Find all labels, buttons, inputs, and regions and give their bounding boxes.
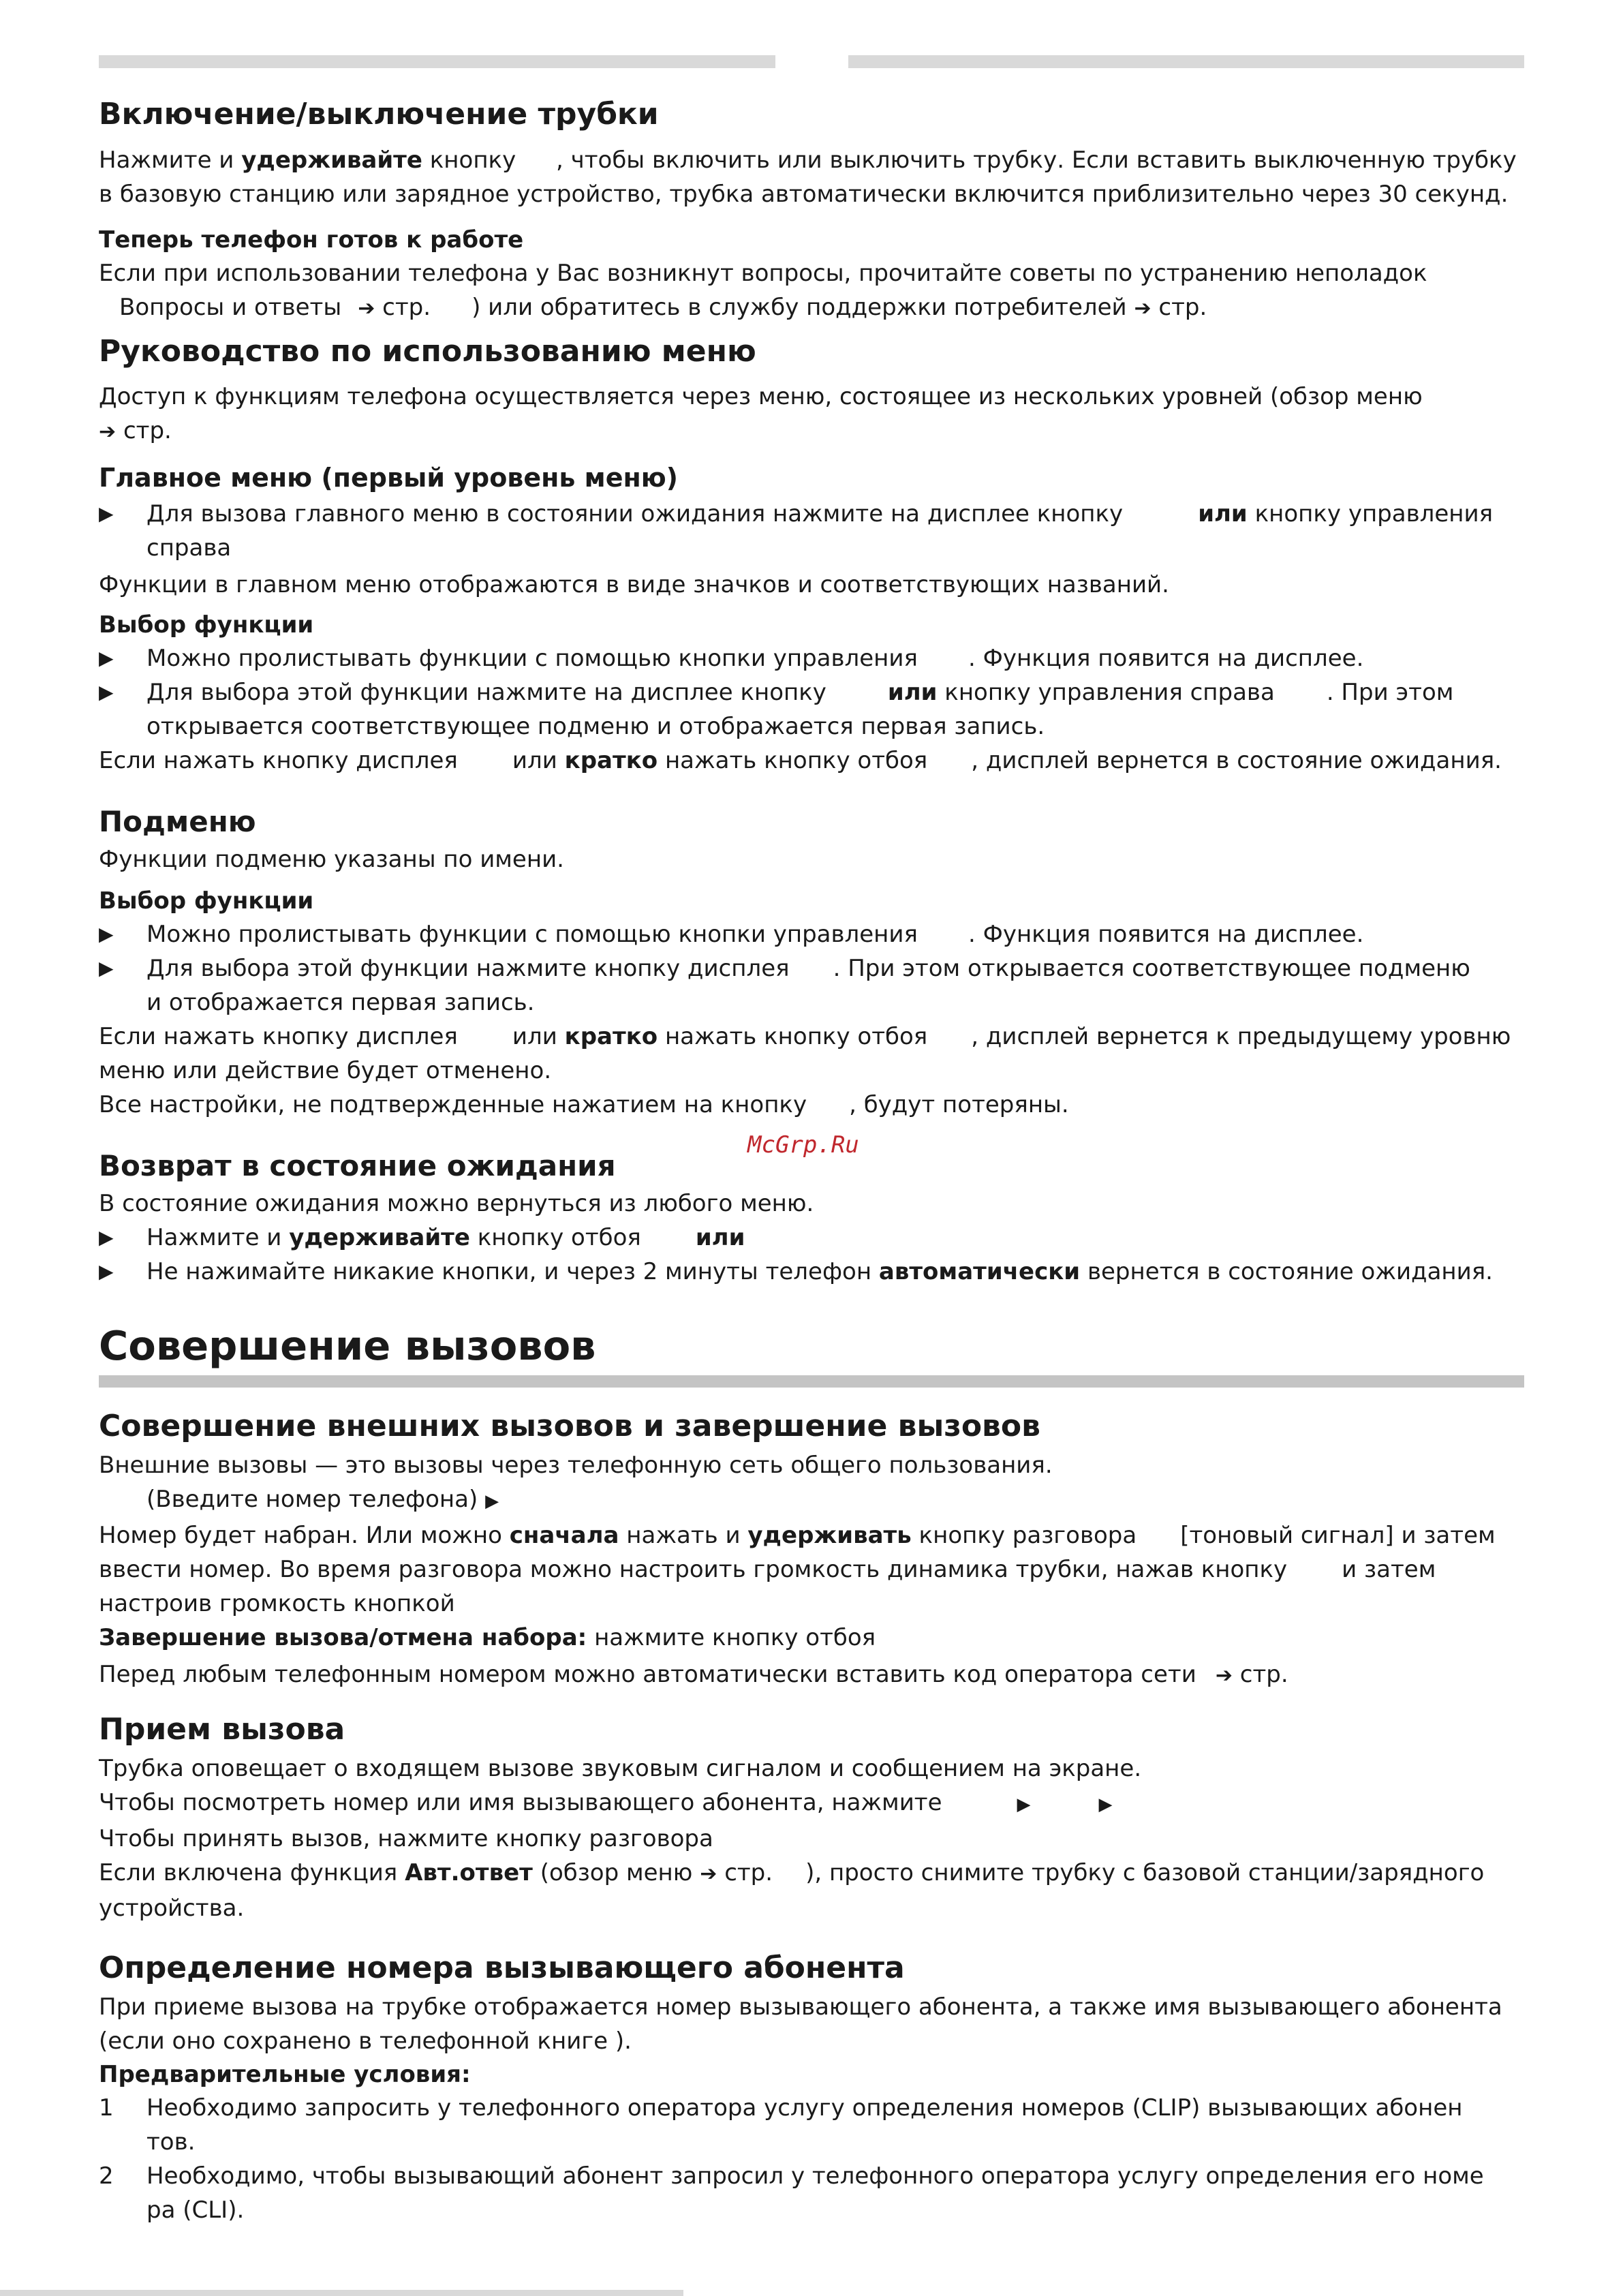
bullet-icon: ▶ [485, 1491, 499, 1512]
text-bold: удерживайте [241, 147, 422, 174]
text-bold: или [887, 679, 938, 706]
bullet-icon: ▶ [1098, 1794, 1113, 1815]
text: кнопку управления справа [944, 679, 1275, 706]
text: в базовую станцию или зарядное устройство, трубка автоматически включится приблизительно через 30 секунд. [99, 181, 1509, 208]
arrow-icon: ➔ [1134, 296, 1151, 320]
heading-menu-guide: Руководство по использованию меню [99, 334, 756, 369]
text: открывается соответствующее подменю и отображается первая запись. [146, 713, 1045, 740]
list-number: 2 [99, 2162, 114, 2190]
text: Чтобы посмотреть номер или имя вызывающего абонента, нажмите [99, 1789, 942, 1816]
text: кнопку разговора [918, 1522, 1137, 1549]
text: справа [146, 534, 232, 562]
text-bold: удерживайте [289, 1224, 470, 1251]
text: . Функция появится на дисплее. [968, 921, 1364, 948]
text: тов. [146, 2128, 196, 2156]
text: Для выбора этой функции нажмите на дисплее кнопку [146, 679, 826, 706]
text: [тоновый сигнал] и затем [1180, 1522, 1496, 1549]
text: Функции подменю указаны по имени. [99, 846, 564, 873]
arrow-icon: ➔ [700, 1862, 717, 1886]
text: Не нажимайте никакие кнопки, и через 2 минуты телефон [146, 1258, 872, 1285]
text: кнопку [422, 147, 524, 174]
section-incoming [99, 1711, 1484, 1925]
chapter-title: Совершение вызовов [99, 1322, 596, 1369]
text: нажать кнопку отбоя [664, 1023, 928, 1050]
header-rule-right [848, 55, 1524, 68]
list-number: 1 [99, 2094, 114, 2122]
heading-submenu: Подменю [99, 805, 256, 838]
text: Необходимо запросить у телефонного оператора услугу определения номеров (CLIP) вызывающих абонен [146, 2094, 1463, 2122]
text-bold: или [1198, 500, 1248, 527]
section-external-calls [99, 1407, 1496, 1693]
main-menu-block [99, 461, 1502, 778]
link-faq[interactable]: Вопросы и ответы [119, 294, 342, 321]
text: вернется в состояние ожидания. [1087, 1258, 1493, 1285]
text: ра (CLI). [146, 2196, 245, 2224]
text: . Функция появится на дисплее. [968, 645, 1364, 672]
list-item [99, 497, 1502, 565]
text: Для выбора этой функции нажмите кнопку дисплея [146, 955, 790, 982]
text: (если оно сохранено в телефонной книге ). [99, 2027, 632, 2055]
subheading-select: Выбор функции [99, 887, 314, 915]
subheading-ready: Теперь телефон готов к работе [99, 226, 524, 254]
text-bold: сначала [509, 1522, 619, 1549]
text: . При этом открывается соответствующее подменю [833, 955, 1470, 982]
text: Номер будет набран. Или можно [99, 1522, 502, 1549]
text: Для вызова главного меню в состоянии ожидания нажмите на дисплее кнопку [146, 500, 1124, 527]
heading-power: Включение/выключение трубки [99, 97, 659, 132]
bullet-icon: ▶ [1017, 1794, 1031, 1815]
text: В состояние ожидания можно вернуться из любого меню. [99, 1190, 814, 1217]
text: Можно пролистывать функции с помощью кнопки управления [146, 921, 918, 948]
watermark: McGrp.Ru [747, 1131, 859, 1159]
power-paragraph [99, 143, 1517, 211]
text: Нажмите и [146, 1224, 282, 1251]
text: нажмите кнопку отбоя [594, 1624, 876, 1651]
text: ввести номер. Во время разговора можно настроить громкость динамика трубки, нажав кнопку [99, 1556, 1288, 1583]
text: , дисплей вернется в состояние ожидания. [971, 747, 1502, 774]
bullet-icon: ▶ [99, 957, 114, 979]
text-bold: или [695, 1224, 745, 1251]
text: Функции в главном меню отображаются в виде значков и соответствующих названий. [99, 571, 1169, 598]
text: Нажмите и [99, 147, 242, 174]
list-item [99, 1221, 1493, 1255]
text: или [512, 1023, 557, 1050]
heading-incoming: Прием вызова [99, 1712, 345, 1747]
header-rule-left [99, 55, 775, 68]
chapter-calls [99, 1322, 1524, 1388]
bullet-icon: ▶ [99, 681, 114, 703]
text: ) или обратитесь в службу поддержки потребителей [472, 294, 1127, 321]
section-idle [99, 1148, 1493, 1289]
text: Перед любым телефонным номером можно автоматически вставить код оператора сети [99, 1661, 1196, 1688]
chapter-rule [99, 1375, 1524, 1388]
section-submenu [99, 804, 1511, 1122]
text: , будут потеряны. [849, 1091, 1069, 1118]
text: Трубка оповещает о входящем вызове звуковым сигналом и сообщением на экране. [99, 1755, 1142, 1782]
list-item [99, 2091, 1502, 2159]
text: Чтобы принять вызов, нажмите кнопку разговора [99, 1825, 713, 1852]
text: настроив громкость кнопкой [99, 1590, 455, 1617]
heading-idle: Возврат в состояние ожидания [99, 1149, 616, 1182]
subheading-main-menu: Главное меню (первый уровень меню) [99, 463, 679, 493]
text-bold: Завершение вызова/отмена набора: [99, 1624, 587, 1651]
text: (обзор меню [540, 1859, 693, 1886]
bullet-icon: ▶ [99, 647, 114, 669]
text: кнопку управления [1254, 500, 1494, 527]
text-bold: автоматически [878, 1258, 1081, 1285]
text: При приеме вызова на трубке отображается номер вызывающего абонента, а также имя вызывающего абонента [99, 1993, 1502, 2021]
text: стр. [1239, 1661, 1288, 1688]
text: нажать кнопку отбоя [664, 747, 928, 774]
list-item [99, 675, 1502, 744]
text: Если нажать кнопку дисплея [99, 1023, 458, 1050]
text: Если нажать кнопку дисплея [99, 747, 458, 774]
text-bold: кратко [564, 1023, 658, 1050]
text: Можно пролистывать функции с помощью кнопки управления [146, 645, 918, 672]
section-caller-id [99, 1949, 1502, 2227]
text: . При этом [1326, 679, 1454, 706]
text: (Введите номер телефона) [146, 1486, 478, 1513]
text: нажать и [626, 1522, 741, 1549]
subheading-select: Выбор функции [99, 611, 314, 639]
text: стр. [1158, 294, 1207, 321]
text: и затем [1342, 1556, 1436, 1583]
text: меню или действие будет отменено. [99, 1057, 552, 1084]
text: Если при использовании телефона у Вас возникнут вопросы, прочитайте советы по устранению неполадок [99, 260, 1427, 287]
arrow-icon: ➔ [358, 296, 375, 320]
text: стр. [724, 1859, 773, 1886]
text: кнопку отбоя [477, 1224, 641, 1251]
section-power [99, 95, 659, 134]
text: или [512, 747, 557, 774]
text: , дисплей вернется к предыдущему уровню [971, 1023, 1511, 1050]
text: стр. [123, 417, 172, 444]
list-item [99, 2159, 1502, 2227]
bullet-icon: ▶ [99, 502, 114, 525]
footer-rule [0, 2290, 683, 2296]
text: стр. [382, 294, 431, 321]
ready-block [99, 224, 1427, 326]
arrow-icon: ➔ [1215, 1664, 1233, 1687]
section-menu-guide [99, 333, 756, 371]
list-item [99, 1255, 1493, 1289]
text: устройства. [99, 1895, 245, 1922]
text: и отображается первая запись. [146, 989, 535, 1016]
menu-guide-text [99, 380, 1423, 449]
text: Доступ к функциям телефона осуществляется через меню, состоящее из нескольких уровней (обзор меню [99, 383, 1423, 410]
heading-caller-id: Определение номера вызывающего абонента [99, 1950, 905, 1985]
list-item [99, 917, 1511, 951]
text: Все настройки, не подтвержденные нажатием на кнопку [99, 1091, 807, 1118]
text: Внешние вызовы — это вызовы через телефонную сеть общего пользования. [99, 1452, 1053, 1479]
list-item [99, 641, 1502, 675]
bullet-icon: ▶ [99, 1260, 114, 1283]
text: Если включена функция [99, 1859, 398, 1886]
arrow-icon: ➔ [99, 420, 117, 444]
bullet-icon: ▶ [99, 923, 114, 945]
text-bold: кратко [564, 747, 658, 774]
text: ), просто снимите трубку с базовой станции/зарядного [805, 1859, 1485, 1886]
list-item [99, 951, 1511, 1020]
heading-external-calls: Совершение внешних вызовов и завершение вызовов [99, 1409, 1040, 1443]
text-bold: удерживать [747, 1522, 912, 1549]
text: , чтобы включить или выключить трубку. Если вставить выключенную трубку [556, 147, 1517, 174]
subheading-prerequisites: Предварительные условия: [99, 2061, 471, 2088]
bullet-icon: ▶ [99, 1226, 114, 1249]
text: Необходимо, чтобы вызывающий абонент запросил у телефонного оператора услугу определения его номе [146, 2162, 1484, 2190]
text-bold: Авт.ответ [405, 1859, 533, 1886]
